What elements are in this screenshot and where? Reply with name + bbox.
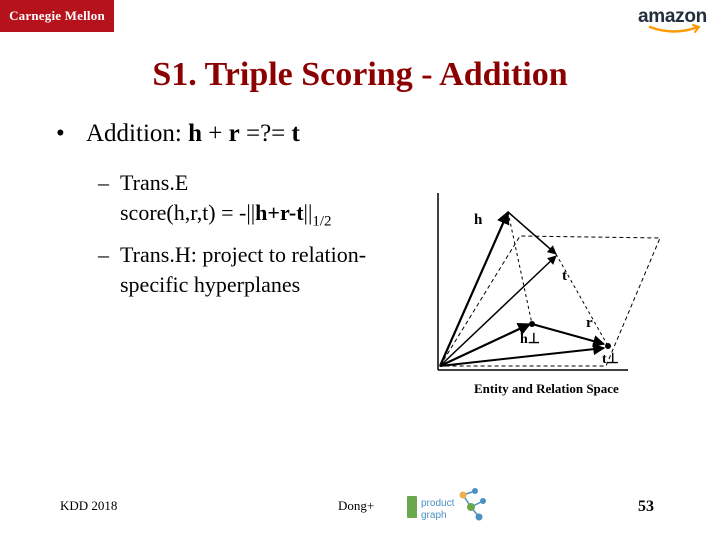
amazon-logo-text: amazon bbox=[638, 6, 707, 27]
bullet-plus: + bbox=[202, 120, 229, 147]
pg-node-icon bbox=[460, 492, 467, 499]
transe-score-suffix: || bbox=[303, 200, 313, 225]
label-h: h bbox=[474, 212, 483, 228]
vector-t bbox=[440, 256, 556, 366]
bullet-symbol: • bbox=[56, 120, 65, 147]
slide-title: S1. Triple Scoring - Addition bbox=[152, 56, 568, 93]
transh-line1 bbox=[98, 240, 366, 270]
label-t-perp: t⊥ bbox=[602, 352, 619, 367]
amazon-logo bbox=[638, 6, 710, 36]
transe-score-prefix: score(h,r,t) = -|| bbox=[120, 200, 256, 225]
transh-text-line2: specific hyperplanes bbox=[120, 272, 301, 297]
bullet-h: h bbox=[188, 120, 202, 147]
pg-logo-text-graph: graph bbox=[421, 510, 447, 521]
carnegie-mellon-logo bbox=[0, 0, 114, 32]
page-number: 53 bbox=[638, 498, 654, 515]
bullet-r: r bbox=[228, 120, 240, 147]
vector-h bbox=[440, 212, 508, 366]
pg-logo-block-icon bbox=[407, 496, 417, 518]
label-t: t bbox=[562, 268, 567, 284]
transh-text-line1: Trans.H: project to relation- bbox=[120, 242, 367, 267]
bullet-t: t bbox=[291, 120, 300, 147]
transe-score-norm: 1/2 bbox=[312, 213, 332, 230]
vector-r-plane bbox=[532, 324, 604, 344]
cmu-logo-text: Carnegie Mellon bbox=[9, 8, 105, 23]
pg-node-icon bbox=[476, 514, 483, 521]
transe-line2 bbox=[98, 198, 332, 236]
transe-dash: – bbox=[98, 170, 109, 195]
product-graph-logo bbox=[405, 487, 495, 527]
amazon-smile-icon bbox=[638, 6, 710, 36]
bullet-prefix: Addition: bbox=[86, 120, 189, 147]
projection-h bbox=[508, 212, 532, 324]
bullet-middle: =?= bbox=[239, 120, 292, 147]
pg-node-icon bbox=[472, 488, 478, 494]
transh-line2 bbox=[98, 270, 366, 300]
footer-conference: KDD 2018 bbox=[60, 498, 118, 513]
pg-node-icon bbox=[480, 498, 486, 504]
transe-line1 bbox=[98, 168, 332, 198]
vector-t-perp bbox=[440, 348, 604, 366]
hyperplane bbox=[440, 236, 660, 366]
pg-node-icon bbox=[467, 503, 475, 511]
point-t-perp bbox=[605, 343, 611, 349]
label-r: r bbox=[586, 315, 593, 331]
transh-hyperplane-figure bbox=[428, 188, 668, 400]
point-h-perp bbox=[529, 321, 535, 327]
bullet-addition bbox=[56, 120, 300, 148]
footer-author: Dong+ bbox=[338, 498, 375, 513]
transe-score-bold: h+r-t bbox=[255, 200, 304, 225]
transh-dash: – bbox=[98, 242, 109, 267]
pg-logo-text-product: product bbox=[421, 498, 455, 509]
transe-name: Trans.E bbox=[120, 170, 189, 195]
label-h-perp: h⊥ bbox=[520, 332, 540, 347]
sub-bullet-transh bbox=[98, 240, 366, 300]
figure-caption: Entity and Relation Space bbox=[474, 381, 619, 396]
sub-bullet-transe bbox=[98, 168, 332, 236]
